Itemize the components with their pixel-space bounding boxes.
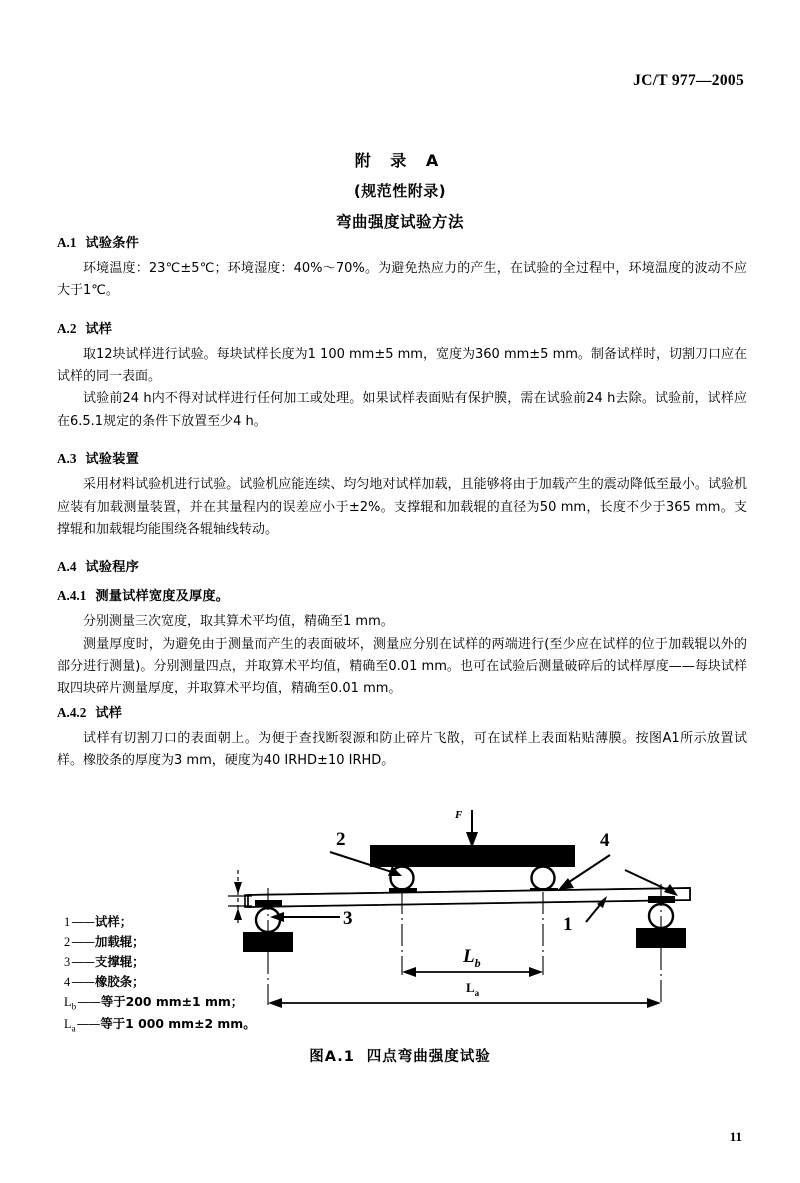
- legend-key: 2: [64, 935, 71, 950]
- paragraph: 试验前24 h内不得对试样进行任何加工或处理。如果试样表面贴有保护膜，需在试验前24 h去除。试验前，试样应在6.5.1规定的条件下放置至少4 h。: [57, 391, 747, 429]
- page-header-standard-code: JC/T 977—2005: [633, 72, 744, 89]
- section-title: 试验程序: [85, 560, 139, 576]
- document-body: [57, 232, 747, 772]
- section-number: A.1: [57, 235, 77, 250]
- section-title: 试验装置: [85, 452, 139, 468]
- callout-support-roller: [270, 912, 340, 922]
- legend-item: [64, 932, 256, 952]
- legend-dash: ——: [71, 934, 94, 950]
- figure-a1: [0, 800, 800, 1100]
- legend-dash: ——: [71, 914, 94, 929]
- legend-item: [64, 1014, 256, 1036]
- annex-type: (规范性附录): [353, 182, 447, 200]
- paragraph: 测量厚度时，为避免由于测量而产生的表面破坏，测量应分别在试样的两端进行(至少应在试样的位于加载辊以外的部分进行测量)。分别测量四点，并取算术平均值，精确至0.01 mm。也可在试验后测量破碎后的试样厚度——每块试样取四块碎片测量厚度，并取算术平均值，精确至0.01 mm。: [57, 636, 747, 697]
- legend-key: 3: [64, 955, 71, 970]
- paragraph: 取12块试样进行试验。每块试样长度为1 100 mm±5 mm，宽度为360 mm±5 mm。制备试样时，切割刀口应在试样的同一表面。: [57, 346, 747, 385]
- legend-key: $L_a$: [64, 1017, 76, 1034]
- section-heading-a4: [57, 556, 747, 575]
- section-heading-a41: [57, 585, 747, 604]
- section-number: A.3: [57, 451, 77, 467]
- legend-dash: ——: [71, 954, 94, 970]
- specimen-body: [248, 888, 690, 907]
- dimension-label-outer: $L_a$: [466, 980, 480, 998]
- section-title: 试样: [85, 321, 113, 337]
- dimension-outer-span: [268, 998, 661, 1008]
- legend-key: 1: [64, 915, 71, 929]
- section-number: A.4.2: [57, 704, 87, 720]
- legend-dash: ——: [76, 1016, 100, 1032]
- dimension-inner-span: [402, 967, 543, 977]
- figure-caption: [0, 1045, 800, 1066]
- force-label: F: [455, 809, 463, 821]
- annex-label: 附 录 A: [354, 151, 446, 170]
- section-heading-a2: [57, 318, 747, 337]
- annex-title-block: [0, 148, 800, 232]
- legend-value: 加载辊；: [94, 934, 145, 950]
- callout-label-3: 3: [343, 908, 353, 929]
- paragraph: 采用材料试验机进行试验。试验机应能连续、均匀地对试样加载，且能够将由于加载产生的震动降低至最小。试验机应装有加载测量装置，并在其量程内的误差应小于±2%。支撑辊和加载辊的直径为50 mm，长度不少于365 mm。支撑辊和加载辊均能围绕各辊轴线转动。: [57, 477, 747, 537]
- legend-value: 橡胶条；: [94, 974, 145, 990]
- legend-item: [64, 972, 256, 992]
- paragraph: 分别测量三次宽度，取其算术平均值，精确至1 mm。: [83, 614, 394, 630]
- section-heading-a1: [57, 232, 747, 251]
- force-arrow: [466, 810, 478, 848]
- section-title: 测量试样宽度及厚度。: [95, 589, 230, 605]
- legend-item: [64, 912, 256, 932]
- section-number: A.4.1: [57, 588, 87, 604]
- callout-label-2: 2: [336, 829, 346, 850]
- legend-value: 支撑辊；: [94, 954, 145, 970]
- paragraph: 环境温度：23℃±5℃；环境湿度：40%～70%。为避免热应力的产生，在试验的全过程中，环境温度的波动不应大于1℃。: [57, 261, 747, 299]
- page-number: 11: [729, 1129, 742, 1144]
- legend-item: [64, 992, 256, 1014]
- legend-item: [64, 952, 256, 972]
- figure-number: 图A.1: [309, 1049, 355, 1065]
- loading-roller-right: [532, 867, 555, 890]
- section-title: 试验条件: [85, 236, 139, 251]
- section-number: A.4: [57, 559, 77, 575]
- annex-title: 弯曲强度试验方法: [335, 213, 464, 231]
- legend-key: $L_b$: [64, 995, 77, 1012]
- section-heading-a3: [57, 448, 747, 467]
- legend-value: 等于1 000 mm±2 mm。: [100, 1016, 256, 1032]
- legend-dash: ——: [77, 994, 100, 1010]
- loading-beam: [370, 845, 575, 867]
- callout-label-4: 4: [600, 830, 610, 851]
- legend-dash: ——: [71, 974, 94, 990]
- figure-title: 四点弯曲强度试验: [366, 1049, 491, 1065]
- legend-value: 等于200 mm±1 mm；: [100, 994, 244, 1010]
- paragraph: 试样有切割刀口的表面朝上。为便于查找断裂源和防止碎片飞散，可在试样上表面粘贴薄膜。按图A1所示放置试样。橡胶条的厚度为3 mm，硬度为40 IRHD±10 IRHD。: [57, 730, 747, 769]
- section-number: A.2: [57, 320, 77, 336]
- legend-key: 4: [64, 975, 71, 990]
- dimension-label-inner: $L_b$: [463, 946, 481, 970]
- figure-legend: [64, 912, 256, 1036]
- section-title: 试样: [95, 705, 123, 721]
- legend-value: 试样；: [94, 914, 133, 929]
- callout-label-1: 1: [563, 914, 573, 935]
- section-heading-a42: [57, 702, 747, 721]
